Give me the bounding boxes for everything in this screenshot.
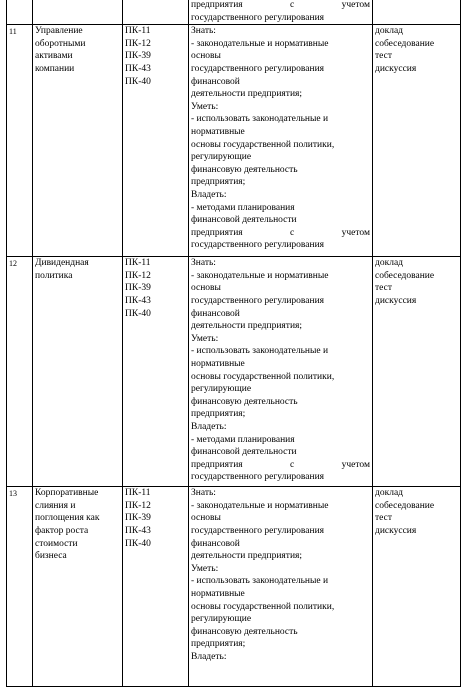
competence-code: ПК-11	[125, 488, 151, 499]
competences-cell	[189, 257, 373, 487]
competence-line: основы государственной политики,	[191, 601, 335, 612]
competence-line: основы	[191, 51, 221, 62]
competence-line: финансовой	[191, 76, 240, 87]
competence-code: ПК-43	[125, 295, 151, 306]
competence-line: деятельности предприятия;	[191, 321, 303, 332]
topic-line: стоимости	[35, 538, 78, 549]
assessment-form: тест	[375, 513, 392, 524]
competence-line: - законодательные и нормативные	[191, 270, 329, 281]
row-number: 13	[7, 487, 33, 687]
competence-justified-line: предприятия с учетом	[191, 459, 370, 470]
assessment-form: дискуссия	[375, 295, 417, 306]
topic-line: оборотными	[35, 38, 86, 49]
competences-cell	[189, 25, 373, 257]
table-row	[7, 25, 461, 257]
forms-cell	[373, 257, 461, 487]
competence-code: ПК-39	[125, 51, 151, 62]
competence-justified-line: предприятия с учетом	[191, 227, 370, 238]
topic-line: Управление	[35, 26, 83, 37]
assessment-form: дискуссия	[375, 525, 417, 536]
competence-line: финансовую деятельность	[191, 396, 298, 407]
competence-line: - законодательные и нормативные	[191, 38, 329, 49]
forms-cell	[373, 487, 461, 687]
assessment-form: собеседование	[375, 38, 435, 49]
topic-cell	[33, 257, 123, 487]
assessment-form: тест	[375, 283, 392, 294]
competence-line: основы	[191, 513, 221, 524]
competence-line: Владеть:	[191, 421, 227, 432]
competence-code: ПК-40	[125, 308, 151, 319]
assessment-form: дискуссия	[375, 63, 417, 74]
competence-line: деятельности предприятия;	[191, 551, 303, 562]
row-number: 11	[7, 25, 33, 257]
codes-cell	[123, 25, 189, 257]
competence-justified-line: предприятия с учетом	[191, 0, 370, 10]
competence-line: нормативные	[191, 588, 245, 599]
competence-line: основы государственной политики,	[191, 139, 335, 150]
cell-competences	[189, 0, 373, 25]
competence-line: нормативные	[191, 126, 245, 137]
table-row	[7, 257, 461, 487]
competence-line: предприятия;	[191, 409, 246, 420]
competence-code: ПК-43	[125, 63, 151, 74]
assessment-form: доклад	[375, 258, 403, 269]
competence-line: предприятия;	[191, 177, 246, 188]
cell-codes	[123, 0, 189, 25]
competence-code: ПК-12	[125, 500, 151, 511]
codes-cell	[123, 487, 189, 687]
competence-line: предприятия;	[191, 639, 246, 650]
competence-line: финансовой деятельности	[191, 215, 297, 226]
competence-table	[6, 0, 461, 687]
assessment-form: доклад	[375, 488, 403, 499]
assessment-form: собеседование	[375, 500, 435, 511]
competence-line: - использовать законодательные и	[191, 346, 329, 357]
competence-line: регулирующие	[191, 614, 252, 625]
competence-line: финансовой	[191, 538, 240, 549]
competence-line: - использовать законодательные и	[191, 576, 329, 587]
competence-line: - методами планирования	[191, 434, 295, 445]
topic-line: слияния и	[35, 500, 76, 511]
competence-line: государственного регулирования	[191, 525, 325, 536]
table-row	[7, 487, 461, 687]
topic-line: Дивидендная	[35, 258, 89, 269]
competence-line: государственного регулирования	[191, 12, 325, 23]
competence-line: - законодательные и нормативные	[191, 500, 329, 511]
competence-code: ПК-12	[125, 38, 151, 49]
competence-line: государственного регулирования	[191, 295, 325, 306]
competence-code: ПК-11	[125, 26, 151, 37]
competences-cell	[189, 487, 373, 687]
forms-cell	[373, 25, 461, 257]
assessment-form: доклад	[375, 26, 403, 37]
competence-code: ПК-12	[125, 270, 151, 281]
competence-line: финансовой	[191, 308, 240, 319]
competence-line: Уметь:	[191, 333, 219, 344]
competence-line: регулирующие	[191, 384, 252, 395]
competence-line: финансовую деятельность	[191, 164, 298, 175]
competence-line: основы	[191, 283, 221, 294]
competence-code: ПК-43	[125, 525, 151, 536]
row-number: 12	[7, 257, 33, 487]
competence-code: ПК-11	[125, 258, 151, 269]
competence-line: государственного регулирования	[191, 240, 325, 251]
competence-line: Владеть:	[191, 651, 227, 662]
topic-cell	[33, 487, 123, 687]
topic-line: активами	[35, 51, 73, 62]
competence-line: Знать:	[191, 26, 216, 37]
competence-line: - методами планирования	[191, 202, 295, 213]
competence-line: нормативные	[191, 358, 245, 369]
cell-topic	[33, 0, 123, 25]
competence-code: ПК-39	[125, 513, 151, 524]
assessment-form: тест	[375, 51, 392, 62]
table-row-continued	[7, 0, 461, 25]
competence-line: Уметь:	[191, 101, 219, 112]
topic-line: бизнеса	[35, 551, 67, 562]
topic-cell	[33, 25, 123, 257]
cell-forms	[373, 0, 461, 25]
assessment-form: собеседование	[375, 270, 435, 281]
competence-line: Уметь:	[191, 563, 219, 574]
topic-line: поглощения как	[35, 513, 100, 524]
competence-line: Знать:	[191, 258, 216, 269]
competence-line: финансовой деятельности	[191, 447, 297, 458]
competence-line: регулирующие	[191, 152, 252, 163]
competence-line: основы государственной политики,	[191, 371, 335, 382]
competence-code: ПК-39	[125, 283, 151, 294]
competence-code: ПК-40	[125, 538, 151, 549]
competence-line: Владеть:	[191, 189, 227, 200]
codes-cell	[123, 257, 189, 487]
competence-line: государственного регулирования	[191, 472, 325, 483]
competence-line: - использовать законодательные и	[191, 114, 329, 125]
topic-line: компании	[35, 63, 75, 74]
topic-line: Корпоративные	[35, 488, 99, 499]
competence-line: финансовую деятельность	[191, 626, 298, 637]
competence-line: деятельности предприятия;	[191, 89, 303, 100]
topic-line: политика	[35, 270, 73, 281]
competence-line: Знать:	[191, 488, 216, 499]
competence-code: ПК-40	[125, 76, 151, 87]
cell-num	[7, 0, 33, 25]
topic-line: фактор роста	[35, 525, 89, 536]
competence-line: государственного регулирования	[191, 63, 325, 74]
